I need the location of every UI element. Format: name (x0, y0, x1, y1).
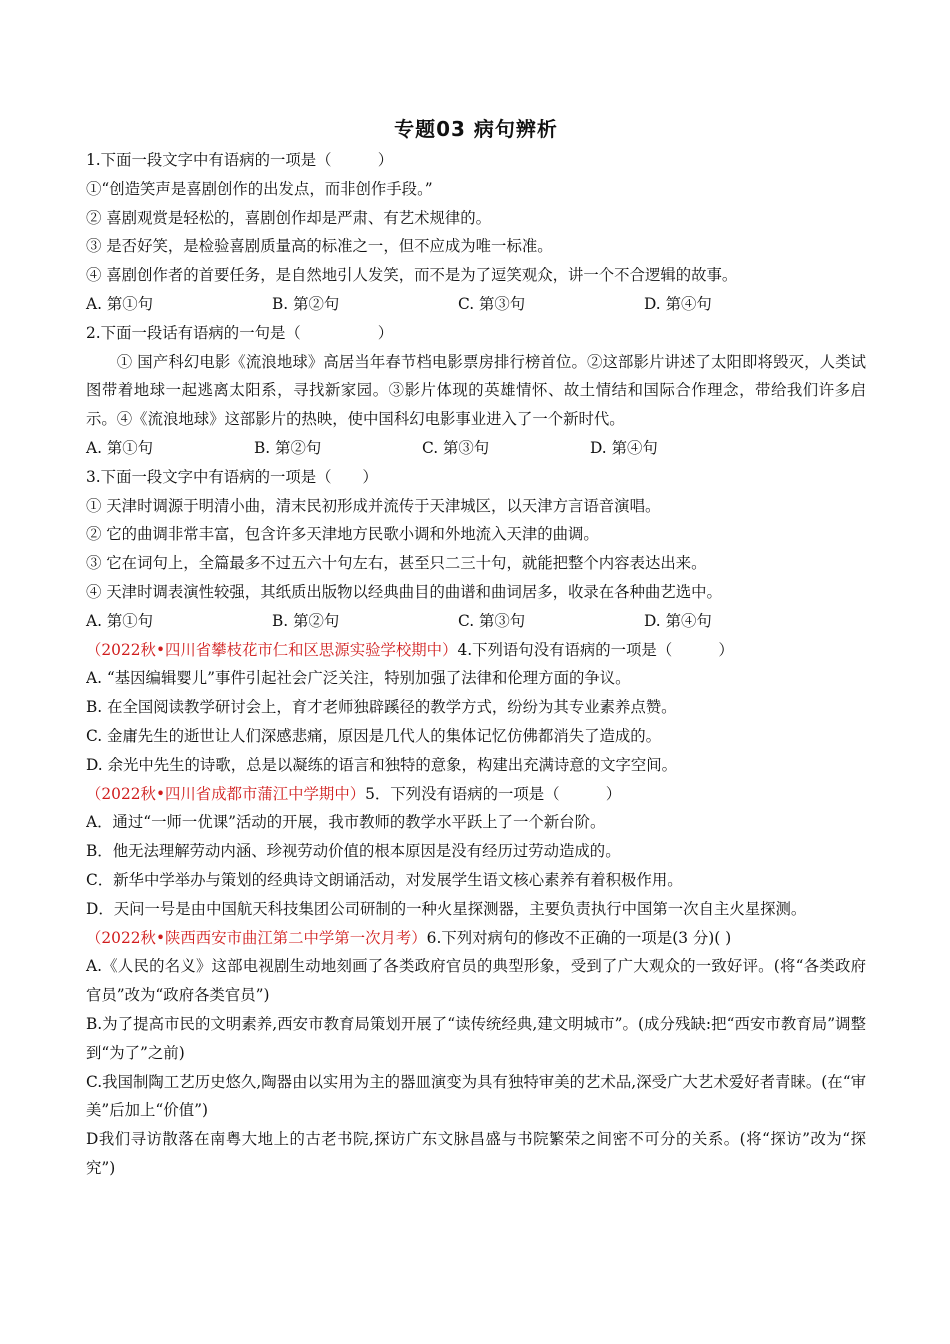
question-4-option-a: A. “基因编辑婴儿”事件引起社会广泛关注，特别加强了法律和伦理方面的争议。 (86, 669, 631, 688)
question-1-sentence-1: ①“创造笑声是喜剧创作的出发点，而非创作手段。” (86, 179, 433, 198)
question-6-option-a: A.《人民的名义》这部电视剧生动地刻画了各类政府官员的典型形象，受到了广大观众的一致好评。(将“各类政府官员”改为“政府各类官员”) (86, 957, 866, 1005)
question-3-option-b: B. 第②句 (272, 611, 340, 630)
question-5-option-a: A．通过“一师一优课”活动的开展，我市教师的教学水平跃上了一个新台阶。 (86, 813, 606, 832)
question-3-option-d: D. 第④句 (644, 611, 712, 630)
question-6 (86, 924, 866, 1183)
question-6-option-d: D我们寻访散落在南粤大地上的古老书院,探访广东文脉昌盛与书院繁荣之间密不可分的关系。(将“探访”改为“探究”) (86, 1130, 866, 1177)
question-5 (86, 780, 866, 924)
question-2-options (86, 434, 866, 463)
question-5-option-c: C．新华中学举办与策划的经典诗文朗诵活动，对发展学生语文核心素养有着积极作用。 (86, 870, 683, 889)
question-6-source: （2022秋•陕西西安市曲江第二中学第一次月考） (86, 928, 427, 947)
question-5-option-d: D．天问一号是由中国航天科技集团公司研制的一种火星探测器，主要负责执行中国第一次自主火星探测。 (86, 899, 807, 918)
question-3-option-c: C. 第③句 (458, 611, 526, 630)
question-2-passage: ① 国产科幻电影《流浪地球》高居当年春节档电影票房排行榜首位。②这部影片讲述了太阳即将毁灭，人类试图带着地球一起逃离太阳系，寻找新家园。③影片体现的英雄情怀、故土情结和国际合作理念，带给我们许多启示。④《流浪地球》这部影片的热映，使中国科幻电影事业进入了一个新时代。 (86, 352, 866, 429)
question-1-sentence-2: ② 喜剧观赏是轻松的，喜剧创作却是严肃、有艺术规律的。 (86, 208, 492, 227)
question-3-sentence-4: ④ 天津时调表演性较强，其纸质出版物以经典曲目的曲谱和曲词居多，收录在各种曲艺选中。 (86, 582, 722, 601)
question-2-option-c: C. 第③句 (422, 438, 490, 457)
question-4-option-d: D. 余光中先生的诗歌，总是以凝练的语言和独特的意象，构建出充满诗意的文字空间。 (86, 755, 678, 774)
question-1 (86, 146, 866, 319)
question-3-options (86, 607, 866, 636)
question-2-option-a: A. 第①句 (86, 438, 154, 457)
question-3-option-a: A. 第①句 (86, 611, 154, 630)
question-3-sentence-3: ③ 它在词句上，全篇最多不过五六十句左右，甚至只二三十句，就能把整个内容表达出来。 (86, 554, 707, 573)
question-3 (86, 463, 866, 636)
question-1-stem: 1.下面一段文字中有语病的一项是（ ） (86, 151, 394, 169)
document-page (86, 112, 866, 1183)
question-4-option-c: C. 金庸先生的逝世让人们深感悲痛，原因是几代人的集体记忆仿佛都消失了造成的。 (86, 726, 662, 745)
question-1-option-d: D. 第④句 (644, 294, 712, 313)
question-6-option-b: B.为了提高市民的文明素养,西安市教育局策划开展了“读传统经典,建文明城市”。(成分残缺:把“西安市教育局”调整到“为了”之前) (86, 1014, 866, 1062)
question-4-source: （2022秋•四川省攀枝花市仁和区思源实验学校期中） (86, 640, 458, 659)
question-5-source: （2022秋•四川省成都市蒲江中学期中） (86, 784, 366, 803)
question-5-stem: 5．下列没有语病的一项是（ ） (365, 784, 622, 803)
question-4-stem-line (86, 636, 866, 665)
question-1-options (86, 290, 866, 319)
question-1-sentence-4: ④ 喜剧创作者的首要任务，是自然地引人发笑，而不是为了逗笑观众，讲一个不合逻辑的故事。 (86, 266, 738, 285)
question-2 (86, 319, 866, 463)
question-2-option-d: D. 第④句 (590, 438, 658, 457)
question-6-option-c: C.我国制陶工艺历史悠久,陶器由以实用为主的器皿演变为具有独特审美的艺术品,深受广大艺术爱好者青睐。(在“审美”后加上“价值”) (86, 1072, 866, 1120)
question-3-stem: 3.下面一段文字中有语病的一项是（ ） (86, 467, 378, 486)
question-1-option-a: A. 第①句 (86, 294, 154, 313)
question-6-stem-line (86, 924, 866, 953)
question-4-stem: 4.下列语句没有语病的一项是（ ） (457, 640, 734, 659)
question-2-option-b: B. 第②句 (254, 438, 322, 457)
question-2-stem: 2.下面一段话有语病的一句是（ ） (86, 323, 394, 342)
question-5-option-b: B．他无法理解劳动内涵、珍视劳动价值的根本原因是没有经历过劳动造成的。 (86, 842, 621, 861)
question-1-option-c: C. 第③句 (458, 294, 526, 313)
question-4 (86, 636, 866, 780)
question-3-sentence-2: ② 它的曲调非常丰富，包含许多天津地方民歌小调和外地流入天津的曲调。 (86, 525, 599, 544)
question-1-sentence-3: ③ 是否好笑，是检验喜剧质量高的标准之一，但不应成为唯一标准。 (86, 237, 553, 256)
question-3-sentence-1: ① 天津时调源于明清小曲，清末民初形成并流传于天津城区，以天津方言语音演唱。 (86, 496, 661, 515)
question-4-option-b: B. 在全国阅读教学研讨会上，育才老师独辟蹊径的教学方式，纷纷为其专业素养点赞。 (86, 698, 677, 717)
question-6-stem: 6.下列对病句的修改不正确的一项是(3 分)( ) (426, 928, 732, 947)
question-5-stem-line (86, 780, 866, 809)
page-title: 专题03 病句辨析 (394, 117, 558, 141)
question-1-option-b: B. 第②句 (272, 294, 340, 313)
